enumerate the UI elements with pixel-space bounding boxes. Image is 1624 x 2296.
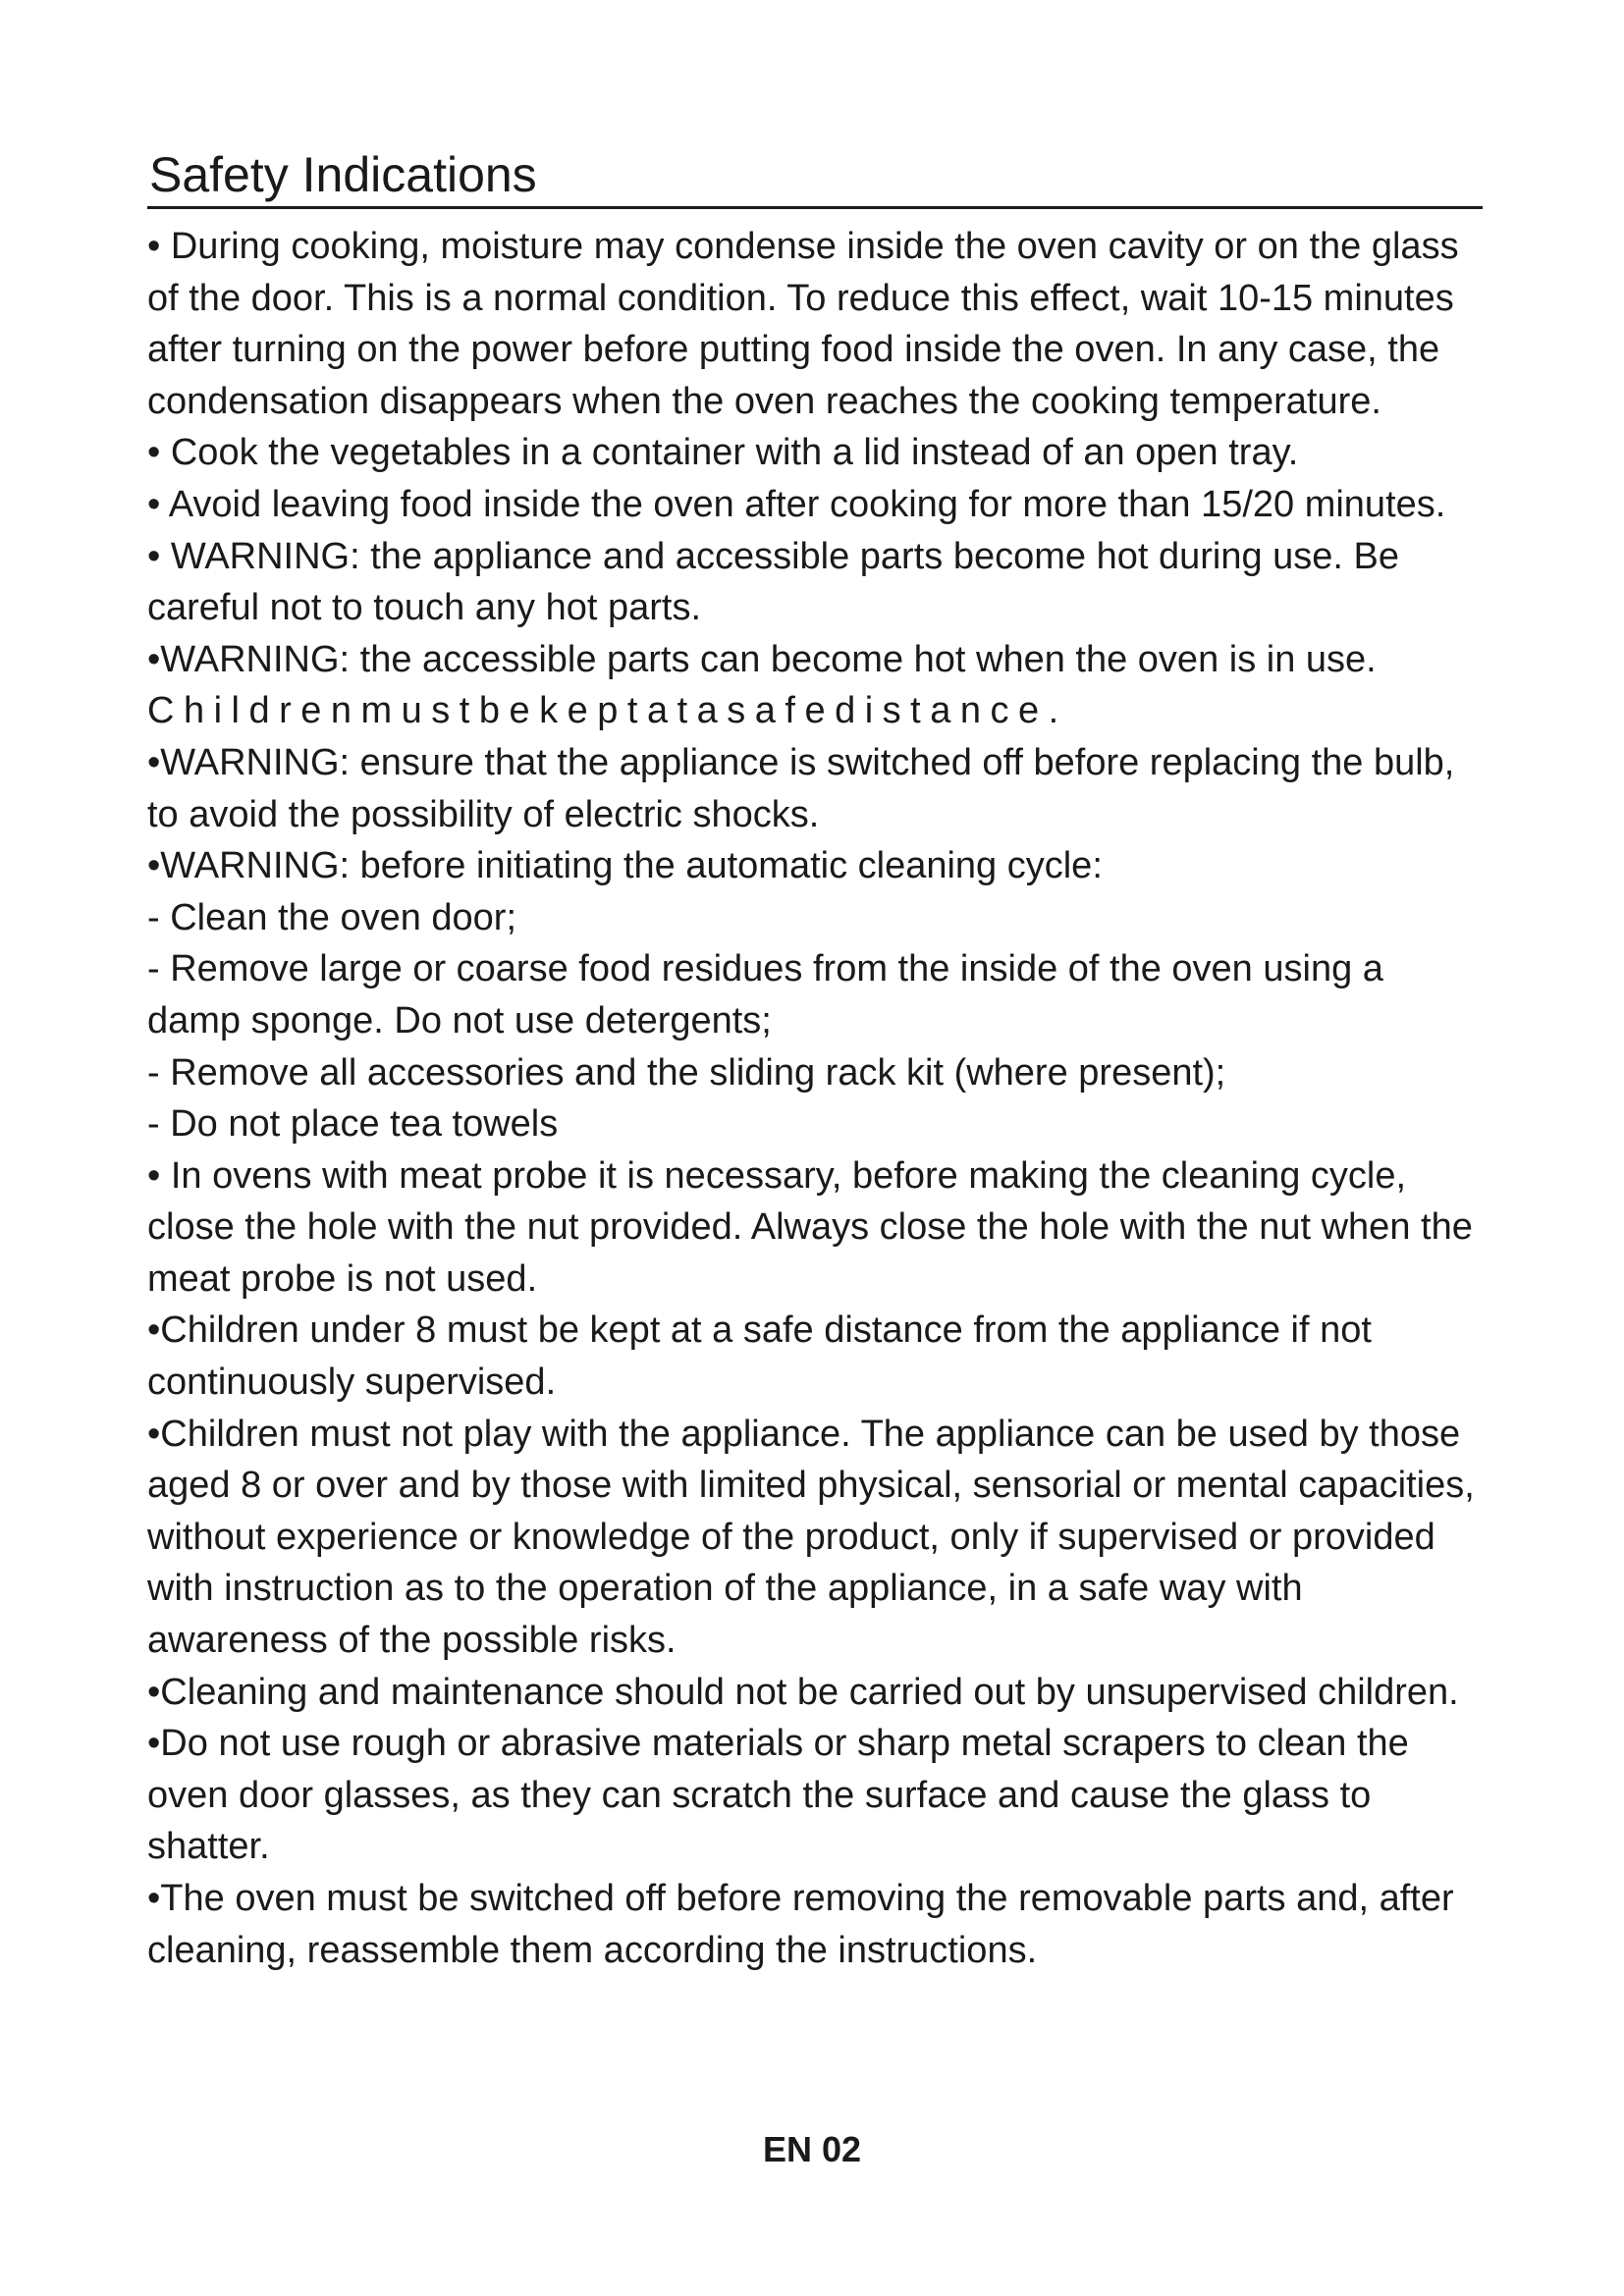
paragraph-children-distance: Childrenmustbekeptatasafedistance. — [147, 690, 1068, 732]
paragraph-vegetables: • Cook the vegetables in a container with a lid instead of an open tray. — [147, 432, 1299, 474]
paragraph-warning-bulb: •WARNING: ensure that the appliance is switched off before replacing the bulb, to avoid the possibility of electric shocks. — [147, 741, 1455, 835]
paragraph-meat-probe: • In ovens with meat probe it is necessary, before making the cleaning cycle, close the hole with the nut provided. Always close the hole with the nut when the meat probe is not used. — [147, 1154, 1473, 1300]
list-item-clean-door: - Clean the oven door; — [147, 896, 517, 938]
paragraph-warning-hot-parts: • WARNING: the appliance and accessible parts become hot during use. Be careful not to touch any hot parts. — [147, 535, 1400, 629]
list-item-remove-accessories: - Remove all accessories and the sliding rack kit (where present); — [147, 1051, 1226, 1094]
paragraph-children-play: •Children must not play with the appliance. The appliance can be used by those aged 8 or over and by those with limited physical, sensorial or mental capacities, without experience or knowledge of the product, only if supervised or provided with instruction as to the operation of the appliance, in a safe way with awareness of the possible risks. — [147, 1413, 1475, 1662]
safety-text — [147, 221, 1483, 1976]
page-title: Safety Indications — [147, 145, 1483, 209]
paragraph-warning-accessible-parts: •WARNING: the accessible parts can become hot when the oven is in use. — [147, 638, 1377, 680]
paragraph-leaving-food: • Avoid leaving food inside the oven after cooking for more than 15/20 minutes. — [147, 483, 1446, 525]
paragraph-switch-off: •The oven must be switched off before removing the removable parts and, after cleaning, reassemble them according the instructions. — [147, 1878, 1454, 1971]
paragraph-cleaning-maintenance: •Cleaning and maintenance should not be carried out by unsupervised children. — [147, 1671, 1459, 1713]
list-item-tea-towels: - Do not place tea towels — [147, 1103, 559, 1146]
paragraph-abrasive-materials: •Do not use rough or abrasive materials or sharp metal scrapers to clean the oven door glasses, as they can scratch the surface and cause the glass to shatter. — [147, 1723, 1409, 1868]
list-item-remove-residues: - Remove large or coarse food residues from the inside of the oven using a damp sponge. Do not use detergents; — [147, 948, 1383, 1041]
paragraph-warning-cleaning-cycle: •WARNING: before initiating the automatic cleaning cycle: — [147, 845, 1103, 887]
page-number: EN 02 — [762, 2129, 862, 2169]
paragraph-condensation: • During cooking, moisture may condense inside the oven cavity or on the glass of the door. This is a normal condition. To reduce this effect, wait 10-15 minutes after turning on the power before putting food inside the oven. In any case, the condensation disappears when the oven reaches the cooking temperature. — [147, 226, 1459, 422]
paragraph-children-under-8: •Children under 8 must be kept at a safe distance from the appliance if not continuously supervised. — [147, 1309, 1372, 1404]
page-content — [147, 145, 1483, 1976]
